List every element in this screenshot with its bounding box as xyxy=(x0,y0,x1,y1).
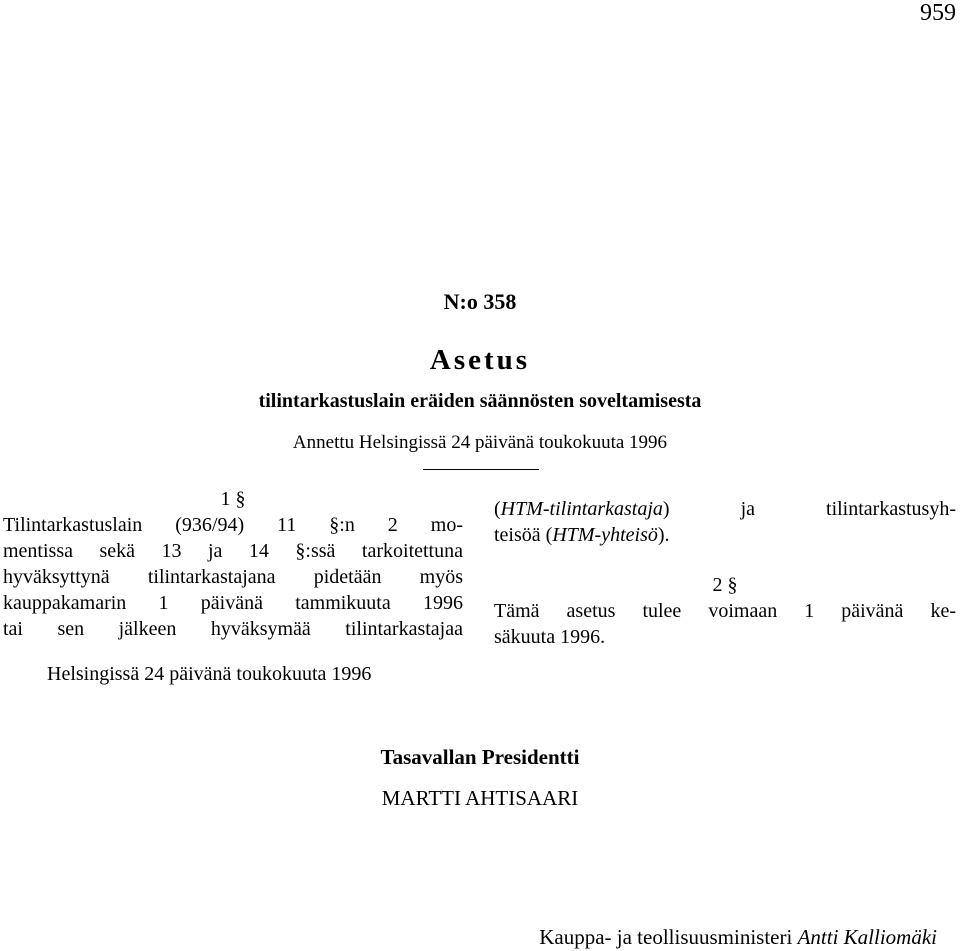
president-title: Tasavallan Presidentti xyxy=(380,745,580,769)
issued-date: Annettu Helsingissä 24 päivänä toukokuuta 1996 xyxy=(292,432,668,453)
section-1-line: Tilintarkastuslain (936/94) 11 §:n 2 mo- xyxy=(3,514,463,536)
section-2-line: säkuuta 1996. xyxy=(494,626,606,648)
president-name: MARTTI AHTISAARI xyxy=(381,786,579,810)
right-column xyxy=(494,496,956,650)
term-htm-entity: HTM-yhteisö xyxy=(552,524,658,546)
document-subtitle: tilintarkastuslain eräiden säännösten soveltamisesta xyxy=(258,390,702,412)
section-1-line: tai sen jälkeen hyväksymää tilintarkastajaa xyxy=(3,618,463,640)
section-1-line: hyväksyttynä tilintarkastajana pidetään myös xyxy=(3,566,463,588)
section-1-continuation-line: teisöä (HTM-yhteisö). xyxy=(494,524,670,546)
divider xyxy=(423,469,539,470)
minister-signature xyxy=(539,925,937,950)
statute-number: N:o 358 xyxy=(443,289,517,314)
section-2-line: Tämä asetus tulee voimaan 1 päivänä ke- xyxy=(494,600,956,622)
minister-name: Antti Kalliomäki xyxy=(797,925,937,949)
page-number: 959 xyxy=(920,0,956,26)
section-2-heading: 2 § xyxy=(712,574,738,596)
section-1-line: mentissa sekä 13 ja 14 §:ssä tarkoitettuna xyxy=(3,540,463,562)
section-1-heading: 1 § xyxy=(220,488,246,510)
term-htm-auditor: HTM-tilintarkastaja xyxy=(500,498,663,520)
signature-place-date: Helsingissä 24 päivänä toukokuuta 1996 xyxy=(47,663,372,685)
left-column xyxy=(3,486,463,642)
minister-title: Kauppa- ja teollisuusministeri xyxy=(539,925,793,949)
section-1-continuation-line: (HTM-tilintarkastaja) ja tilintarkastusyh- xyxy=(494,498,956,520)
document-title: Asetus xyxy=(429,344,531,376)
section-1-line: kauppakamarin 1 päivänä tammikuuta 1996 xyxy=(3,592,463,614)
